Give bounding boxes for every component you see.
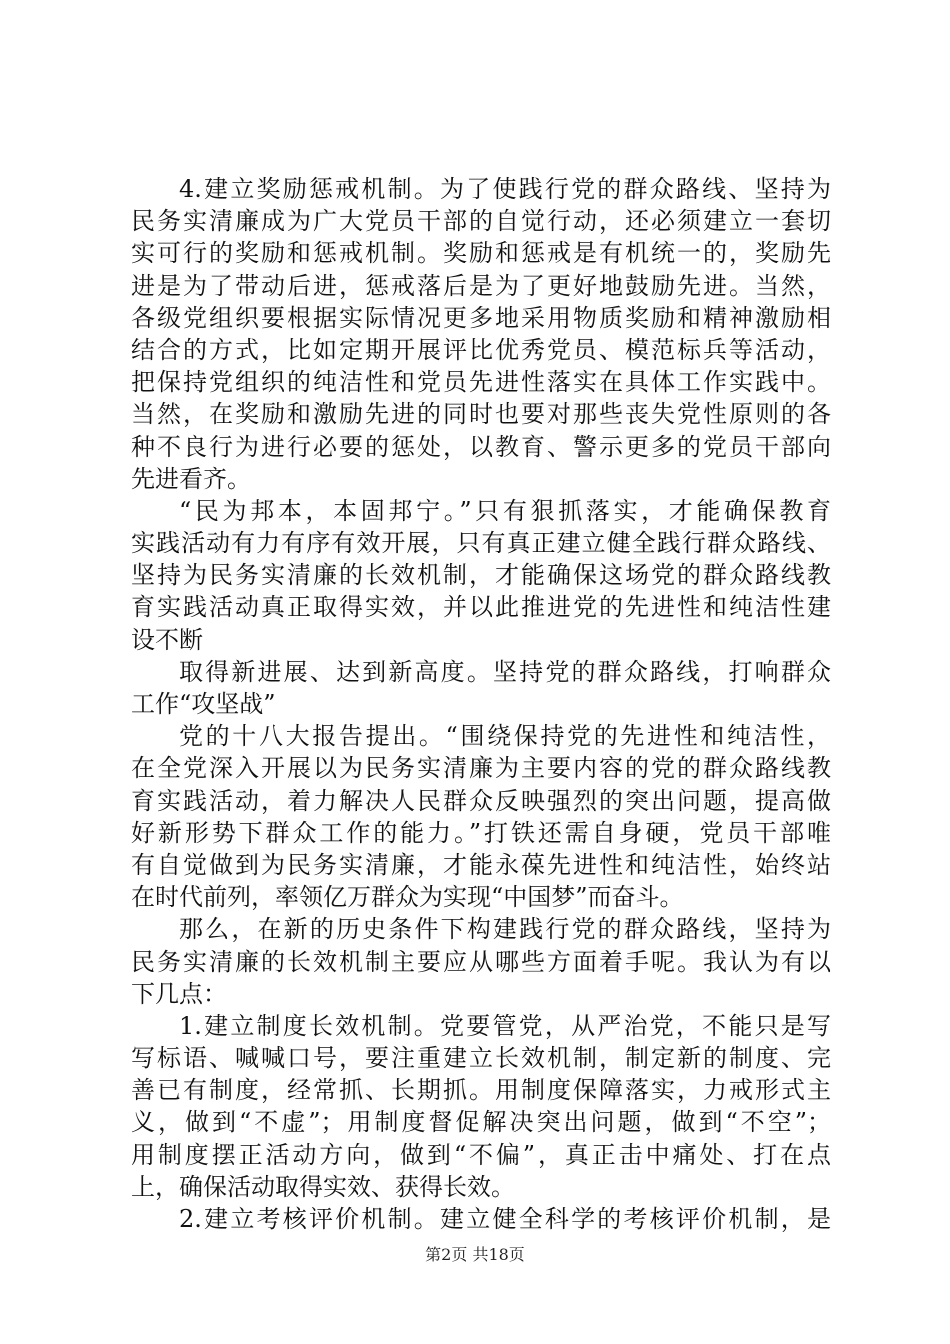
text-line: 1.建立制度长效机制。党要管党，从严治党，不能只是写 <box>179 1011 831 1040</box>
text-line: 各级党组织要根据实际情况更多地采用物质奖励和精神激励相 <box>131 303 831 332</box>
text-line: 把保持党组织的纯洁性和党员先进性落实在具体工作实践中。 <box>131 368 831 397</box>
text-line: 民务实清廉的长效机制主要应从哪些方面着手呢。我认为有以 <box>131 947 831 976</box>
text-line: 种不良行为进行必要的惩处，以教育、警示更多的党员干部向 <box>131 432 831 461</box>
text-line: 育实践活动真正取得实效，并以此推进党的先进性和纯洁性建 <box>131 593 831 622</box>
text-line: 善已有制度，经常抓、长期抓。用制度保障落实，力戒形式主 <box>131 1076 831 1105</box>
text-line: 那么，在新的历史条件下构建践行党的群众路线，坚持为 <box>179 915 831 944</box>
text-line: 取得新进展、达到新高度。坚持党的群众路线，打响群众 <box>179 657 831 686</box>
text-line: 党的十八大报告提出。“围绕保持党的先进性和纯洁性， <box>179 722 831 751</box>
text-line: 上，确保活动取得实效、获得长效。 <box>131 1172 515 1201</box>
text-line: 在全党深入开展以为民务实清廉为主要内容的党的群众路线教 <box>131 754 831 783</box>
text-line: 有自觉做到为民务实清廉，才能永葆先进性和纯洁性，始终站 <box>131 850 831 879</box>
page-footer: 第2页 共18页 <box>425 1245 525 1264</box>
text-line: 下几点： <box>131 979 227 1008</box>
text-line: 民务实清廉成为广大党员干部的自觉行动，还必须建立一套切 <box>131 207 831 236</box>
text-line: 义，做到“不虚”；用制度督促解决突出问题，做到“不空”； <box>131 1108 831 1137</box>
text-line: 2.建立考核评价机制。建立健全科学的考核评价机制，是 <box>179 1205 831 1233</box>
text-line: 设不断 <box>131 625 203 654</box>
text-line: 进是为了带动后进，惩戒落后是为了更好地鼓励先进。当然， <box>131 271 831 300</box>
text-line: 实践活动有力有序有效开展，只有真正建立健全践行群众路线、 <box>131 529 831 558</box>
document-body <box>131 173 831 1235</box>
text-line: 育实践活动，着力解决人民群众反映强烈的突出问题，提高做 <box>131 786 831 815</box>
text-line: “民为邦本，本固邦宁。”只有狠抓落实，才能确保教育 <box>179 496 831 525</box>
text-line: 当然，在奖励和激励先进的同时也要对那些丧失党性原则的各 <box>131 400 831 429</box>
text-line: 4.建立奖励惩戒机制。为了使践行党的群众路线、坚持为 <box>179 175 831 203</box>
text-line: 实可行的奖励和惩戒机制。奖励和惩戒是有机统一的，奖励先 <box>131 239 831 268</box>
text-line: 在时代前列，率领亿万群众为实现“中国梦”而奋斗。 <box>131 883 684 912</box>
text-line: 工作“攻坚战” <box>131 690 276 718</box>
text-line: 好新形势下群众工作的能力。”打铁还需自身硬，党员干部唯 <box>131 818 831 847</box>
text-line: 结合的方式，比如定期开展评比优秀党员、模范标兵等活动， <box>131 335 831 364</box>
text-line: 写标语、喊喊口号，要注重建立长效机制，制定新的制度、完 <box>131 1044 831 1073</box>
text-line: 用制度摆正活动方向，做到“不偏”，真正击中痛处、打在点 <box>131 1140 831 1169</box>
text-line: 先进看齐。 <box>131 464 251 493</box>
text-line: 坚持为民务实清廉的长效机制，才能确保这场党的群众路线教 <box>131 561 831 590</box>
